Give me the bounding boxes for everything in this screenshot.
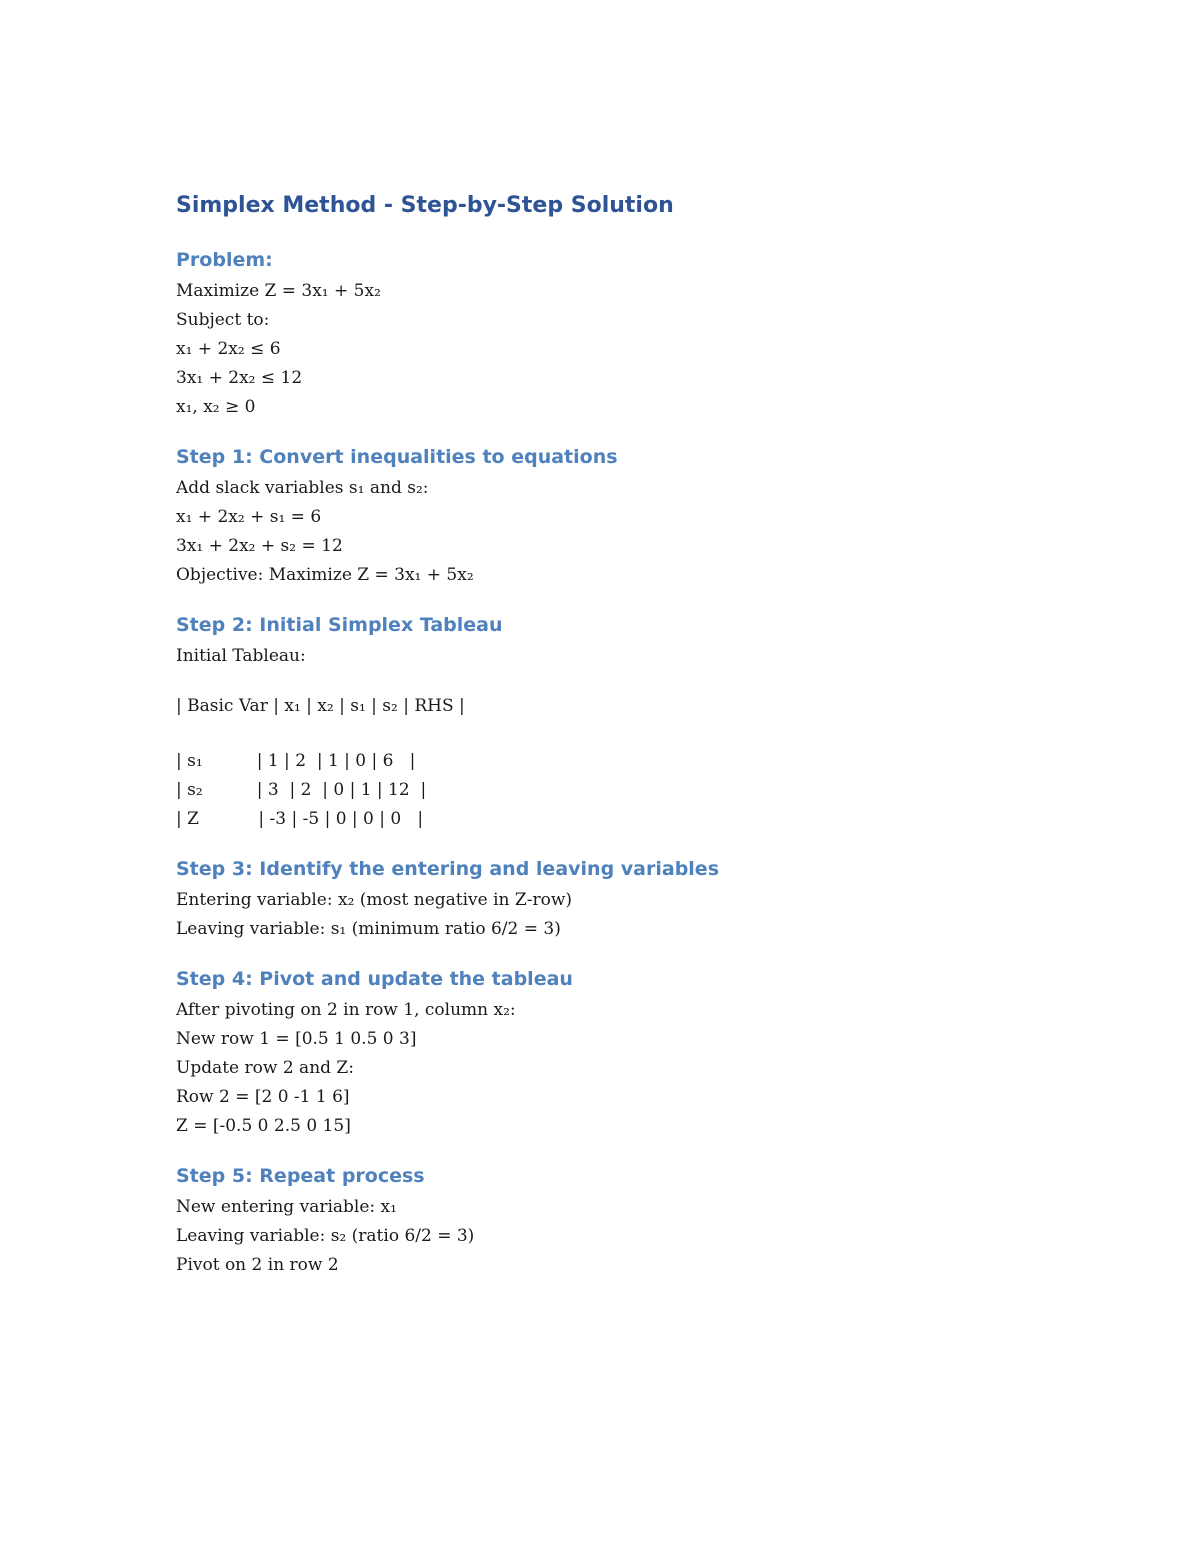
step4-line: Update row 2 and Z:: [176, 1058, 354, 1078]
step3-line: Entering variable: x₂ (most negative in Z-row): [176, 890, 573, 910]
step3-section: [176, 852, 1076, 944]
objective-line: Maximize Z = 3x₁ + 5x₂: [176, 281, 381, 301]
step1-heading: Step 1: Convert inequalities to equations: [176, 446, 618, 468]
subject-to-line: Subject to:: [176, 310, 270, 330]
step1-line: x₁ + 2x₂ + s₁ = 6: [176, 507, 322, 527]
step5-line: Leaving variable: s₂ (ratio 6/2 = 3): [176, 1226, 475, 1246]
nonnegativity-line: x₁, x₂ ≥ 0: [176, 397, 256, 417]
step4-line: After pivoting on 2 in row 1, column x₂:: [176, 1000, 516, 1020]
constraint-line: 3x₁ + 2x₂ ≤ 12: [176, 368, 303, 388]
document-title: Simplex Method - Step-by-Step Solution: [176, 193, 674, 218]
constraint-line: x₁ + 2x₂ ≤ 6: [176, 339, 281, 359]
problem-section: [176, 243, 1076, 422]
step1-section: [176, 440, 1076, 590]
step1-line: Add slack variables s₁ and s₂:: [176, 478, 429, 498]
tableau-header-row: | Basic Var | x₁ | x₂ | s₁ | s₂ | RHS |: [176, 696, 465, 716]
step4-line: New row 1 = [0.5 1 0.5 0 3]: [176, 1029, 417, 1049]
step3-line: Leaving variable: s₁ (minimum ratio 6/2 = 3): [176, 919, 561, 939]
step4-line: Row 2 = [2 0 -1 1 6]: [176, 1087, 350, 1107]
tableau-row: | Z | -3 | -5 | 0 | 0 | 0 |: [176, 809, 424, 829]
step1-line: 3x₁ + 2x₂ + s₂ = 12: [176, 536, 343, 556]
step3-heading: Step 3: Identify the entering and leaving variables: [176, 858, 720, 880]
step4-section: [176, 962, 1076, 1141]
tableau-intro: Initial Tableau:: [176, 646, 306, 666]
step5-section: [176, 1159, 1076, 1280]
step5-line: New entering variable: x₁: [176, 1197, 397, 1217]
step2-heading: Step 2: Initial Simplex Tableau: [176, 614, 503, 636]
step5-heading: Step 5: Repeat process: [176, 1165, 425, 1187]
tableau-row: | s₁ | 1 | 2 | 1 | 0 | 6 |: [176, 751, 416, 771]
step5-line: Pivot on 2 in row 2: [176, 1255, 339, 1275]
step4-line: Z = [-0.5 0 2.5 0 15]: [176, 1116, 351, 1136]
step1-line: Objective: Maximize Z = 3x₁ + 5x₂: [176, 565, 474, 585]
tableau-row: | s₂ | 3 | 2 | 0 | 1 | 12 |: [176, 780, 427, 800]
problem-heading: Problem:: [176, 249, 273, 271]
step4-heading: Step 4: Pivot and update the tableau: [176, 968, 573, 990]
step2-section: [176, 608, 1076, 834]
document-page: [176, 186, 1076, 1298]
